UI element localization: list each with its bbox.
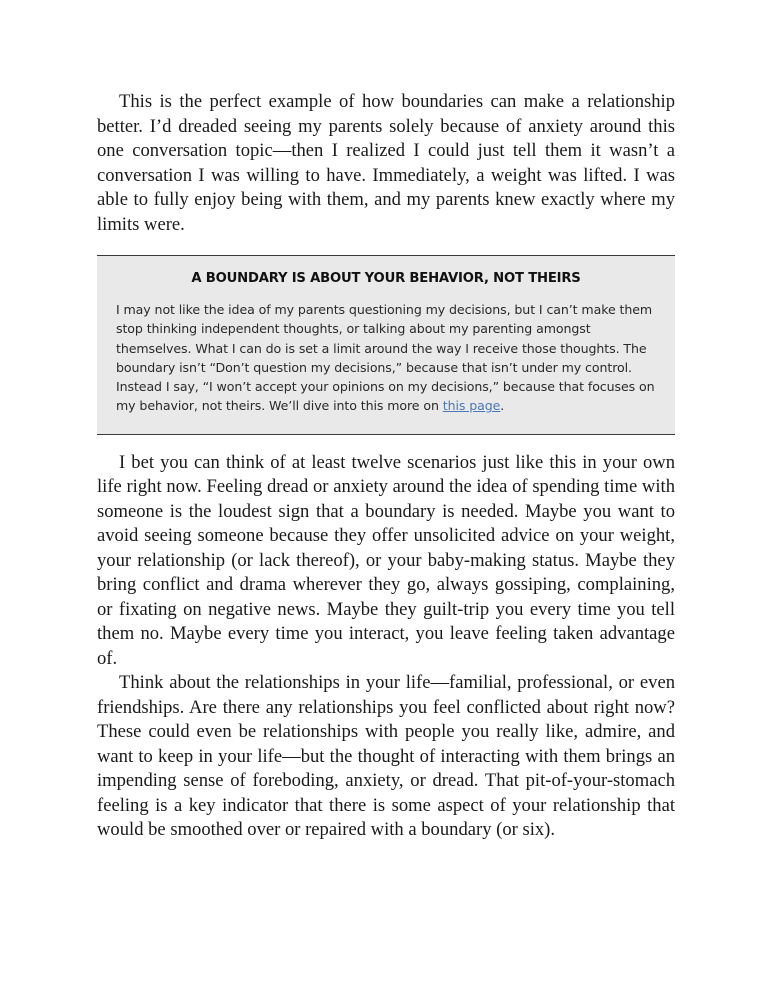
book-page [97,90,675,843]
body-paragraph: I bet you can think of at least twelve scenarios just like this in your own life right now. Feeling dread or anxiety around the idea of spending time with someone is the loudest sign that a boundary is needed. Maybe you want to avoid seeing someone because they offer unsolicited advice on your weight, your relationship (or lack thereof), or your baby-making status. Maybe they bring conflict and drama wherever they go, always gossiping, complaining, or fixating on negative news. Maybe they guilt-trip you every time you tell them no. Maybe every time you interact, you leave feeling taken advantage of. [97,451,675,669]
callout-body-text: I may not like the idea of my parents questioning my decisions, but I can’t make them stop thinking independent thoughts, or talking about my parenting amongst themselves. What I can do is set a limit around the way I receive those thoughts. The boundary isn’t “Don’t question my decisions,” because that isn’t under my control. Instead I say, “I won’t accept your opinions on my decisions,” because that focuses on my behavior, not theirs. We’ll dive into this more on [116,302,655,414]
callout-box [97,255,675,435]
callout-title: A BOUNDARY IS ABOUT YOUR BEHAVIOR, NOT THEIRS [191,271,581,286]
callout-body [116,300,656,416]
body-paragraph: Think about the relationships in your life—familial, professional, or even friendships. Are there any relationships you feel conflicted about right now? These could even be relationships with people you really like, admire, and want to keep in your life—but the thought of interacting with them brings an impending sense of foreboding, anxiety, or dread. That pit-of-your-stomach feeling is a key indicator that there is some aspect of your relationship that would be smoothed over or repaired with a boundary (or six). [97,672,675,841]
callout-body-end: . [500,398,505,414]
this-page-link[interactable]: this page [442,398,501,414]
body-paragraph: This is the perfect example of how boundaries can make a relationship better. I’d dreaded seeing my parents solely because of anxiety around this one conversation topic—then I realized I could just tell them it wasn’t a conversation I was willing to have. Immediately, a weight was lifted. I was able to fully enjoy being with them, and my parents knew exactly where my limits were. [97,91,675,235]
